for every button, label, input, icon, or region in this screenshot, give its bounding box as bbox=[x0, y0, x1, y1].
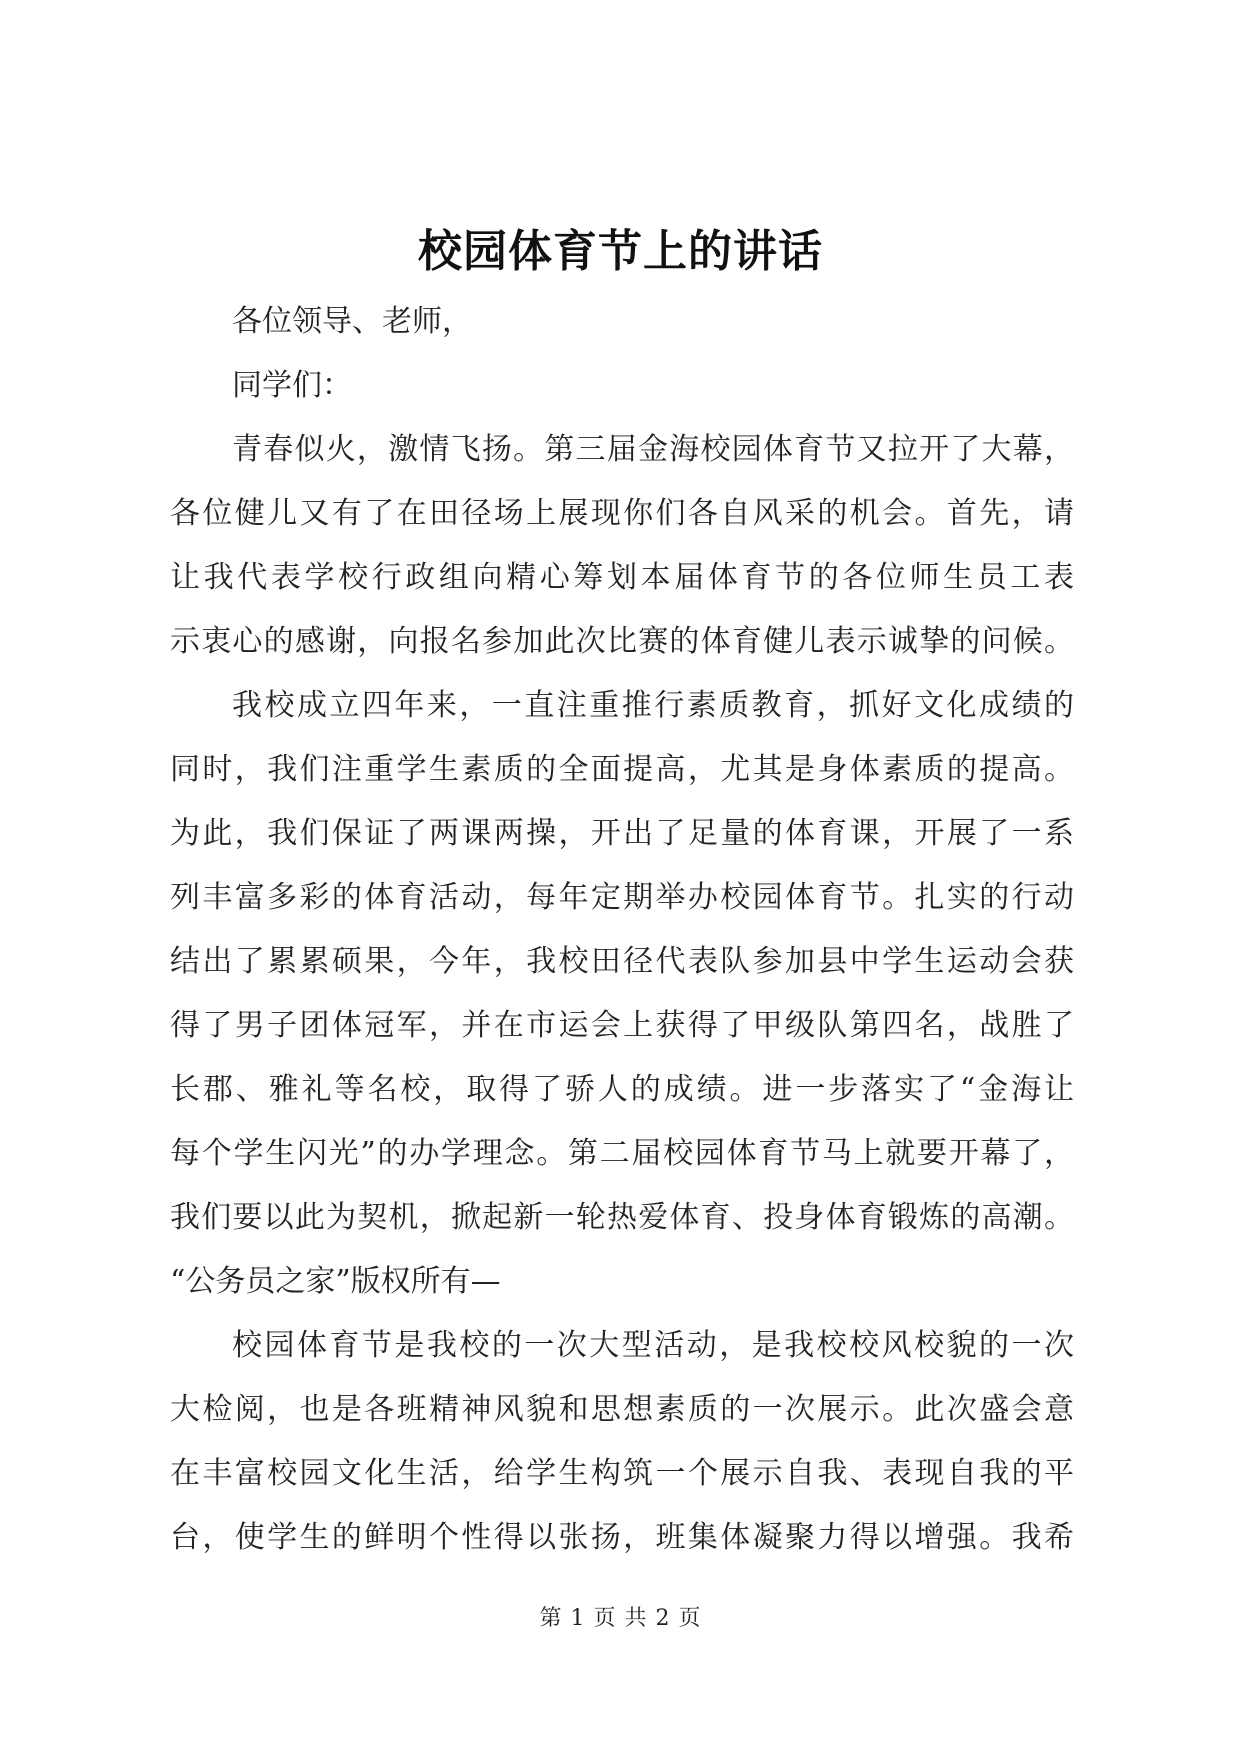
document-body bbox=[170, 290, 1074, 1570]
paragraph-line: 青春似火，激情飞扬。第三届金海校园体育节又拉开了大幕， bbox=[232, 432, 1074, 467]
salutation-line: 同学们： bbox=[232, 368, 352, 403]
paragraph-line: 长郡、雅礼等名校，取得了骄人的成绩。进一步落实了“金海让 bbox=[170, 1072, 1074, 1107]
paragraph-line: 在丰富校园文化生活，给学生构筑一个展示自我、表现自我的平 bbox=[170, 1456, 1074, 1491]
page-title: 校园体育节上的讲话 bbox=[418, 226, 823, 277]
salutation-line: 各位领导、老师， bbox=[232, 304, 472, 339]
paragraph-line: 台，使学生的鲜明个性得以张扬，班集体凝聚力得以增强。我希 bbox=[170, 1520, 1074, 1555]
paragraph-line: 得了男子团体冠军，并在市运会上获得了甲级队第四名，战胜了 bbox=[170, 1008, 1074, 1043]
page-number-footer: 第 1 页 共 2 页 bbox=[539, 1606, 702, 1631]
paragraph-line: 校园体育节是我校的一次大型活动，是我校校风校貌的一次 bbox=[232, 1328, 1074, 1363]
paragraph-line: 各位健儿又有了在田径场上展现你们各自风采的机会。首先，请 bbox=[170, 496, 1074, 531]
paragraph-line: “公务员之家”版权所有— bbox=[170, 1264, 501, 1299]
paragraph-line: 我们要以此为契机，掀起新一轮热爱体育、投身体育锻炼的高潮。 bbox=[170, 1200, 1074, 1235]
paragraph-line: 为此，我们保证了两课两操，开出了足量的体育课，开展了一系 bbox=[170, 816, 1074, 851]
paragraph-line: 列丰富多彩的体育活动，每年定期举办校园体育节。扎实的行动 bbox=[170, 880, 1074, 915]
paragraph-line: 示衷心的感谢，向报名参加此次比赛的体育健儿表示诚挚的问候。 bbox=[170, 624, 1074, 659]
paragraph-line: 我校成立四年来，一直注重推行素质教育，抓好文化成绩的 bbox=[232, 688, 1074, 723]
paragraph-line: 大检阅，也是各班精神风貌和思想素质的一次展示。此次盛会意 bbox=[170, 1392, 1074, 1427]
paragraph-line: 同时，我们注重学生素质的全面提高，尤其是身体素质的提高。 bbox=[170, 752, 1074, 787]
paragraph-line: 让我代表学校行政组向精心筹划本届体育节的各位师生员工表 bbox=[170, 560, 1074, 595]
paragraph-line: 结出了累累硕果，今年，我校田径代表队参加县中学生运动会获 bbox=[170, 944, 1074, 979]
paragraph-line: 每个学生闪光”的办学理念。第二届校园体育节马上就要开幕了， bbox=[170, 1136, 1074, 1171]
